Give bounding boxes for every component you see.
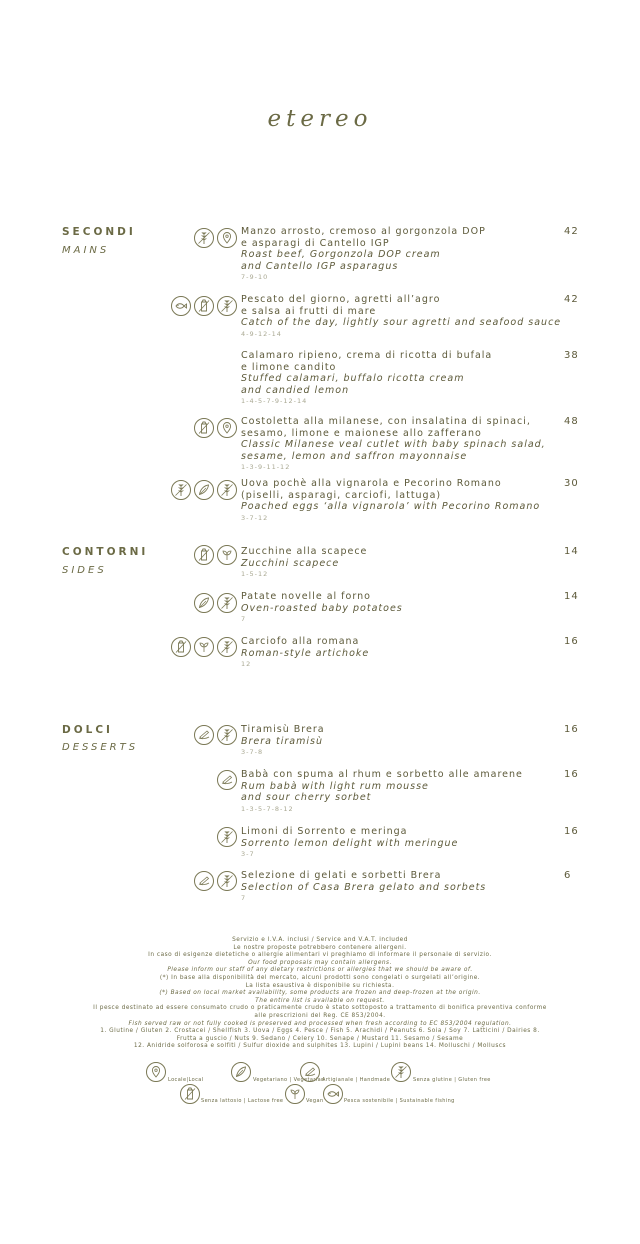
item-price: 42 xyxy=(564,226,579,237)
item-name-it: Carciofo alla romana xyxy=(241,636,360,647)
item-name-it: Manzo arrosto, cremoso al gorgonzola DOP e asparagi di Cantello IGP xyxy=(241,226,486,249)
vegan-icon xyxy=(217,545,237,565)
item-allergens: 7 xyxy=(241,894,247,902)
local-icon xyxy=(146,1062,166,1082)
item-name-en: Catch of the day, lightly sour agretti and seafood sauce xyxy=(241,317,562,328)
section-title-desserts: DOLCI xyxy=(62,724,113,736)
item-text xyxy=(241,416,571,471)
gluten-free-icon xyxy=(217,871,237,891)
artisanal-icon xyxy=(300,1062,320,1082)
item-allergens: 3-7-12 xyxy=(241,513,269,522)
item-icons xyxy=(171,480,240,500)
icon-legend-row-1 xyxy=(0,1062,640,1084)
item-name-en: Brera tiramisù xyxy=(241,735,323,747)
item-price: 38 xyxy=(564,350,579,361)
legend-label: Senza lattosio | Lactose free xyxy=(201,1098,284,1104)
item-allergens: 7-9-10 xyxy=(241,273,269,281)
item-text xyxy=(241,769,571,813)
item-name-en: Selection of Casa Brera gelato and sorbets xyxy=(241,881,487,893)
item-price: 48 xyxy=(564,416,579,427)
footer-line: Le nostre proposte potrebbero contenere allergeni. xyxy=(233,944,407,951)
footer-line: 1. Glutine / Gluten 2. Crostacei / Shellfish 3. Uova / Eggs 4. Pesce / Fish 5. Arachidi / Peanuts 6. Soia / Soy 7. Latticini / Dairies 8. xyxy=(100,1028,540,1035)
item-text xyxy=(241,591,571,623)
item-name-it: Zucchine alla scapece xyxy=(241,546,368,557)
vegan-icon xyxy=(285,1084,305,1104)
footer-line: Our food proposals may contain allergens. xyxy=(248,959,392,966)
gluten-free-icon xyxy=(217,725,237,745)
item-name-it: Calamaro ripieno, crema di ricotta di bufala e limone candito xyxy=(241,350,493,373)
item-name-en: Zucchini scapece xyxy=(241,557,340,569)
item-text xyxy=(241,870,571,902)
footer-line: Fish served raw or not fully cooked is preserved and processed when fresh according to EC 853/2004 regulation. xyxy=(128,1020,512,1027)
lactose-free-icon xyxy=(180,1084,200,1104)
vegetarian-icon xyxy=(194,593,214,613)
gluten-free-icon xyxy=(217,827,237,847)
artisanal-icon xyxy=(217,770,237,790)
footer-line: 12. Anidride solforosa e solfiti / Sulfur dioxide and sulphites 13. Lupini / Lupini beans 14. Molluschi / Molluscs xyxy=(133,1043,507,1050)
icon-legend-row-2 xyxy=(0,1084,640,1106)
item-name-it: Tiramisù Brera xyxy=(241,724,325,735)
item-icons xyxy=(194,545,240,565)
item-name-it: Costoletta alla milanese, con insalatina di spinaci, sesamo, limone e maionese allo zafferano xyxy=(241,416,531,439)
footer-line: alle prescrizioni del Reg. CE 853/2004. xyxy=(254,1012,386,1019)
item-price: 16 xyxy=(564,769,579,780)
gluten-free-icon xyxy=(217,637,237,657)
item-icons xyxy=(217,827,240,847)
item-name-en: Oven-roasted baby potatoes xyxy=(241,602,403,614)
footer-line: La lista esaustiva è disponibile su richiesta. xyxy=(245,982,395,989)
item-price: 14 xyxy=(564,591,579,602)
item-text xyxy=(241,478,571,522)
vegetarian-icon xyxy=(231,1062,251,1082)
item-allergens: 7 xyxy=(241,615,247,623)
item-price: 16 xyxy=(564,826,579,837)
item-allergens: 1-3-5-7-8-12 xyxy=(241,804,294,813)
legend-label: Locale|Local xyxy=(168,1077,204,1083)
lactose-free-icon xyxy=(194,296,214,316)
sustainable-fishing-icon xyxy=(171,296,191,316)
lactose-free-icon xyxy=(194,545,214,565)
item-allergens: 3-7 xyxy=(241,850,255,858)
item-price: 14 xyxy=(564,546,579,557)
item-name-en: Roast beef, Gorgonzola DOP cream and Cantello IGP asparagus xyxy=(241,249,441,272)
item-allergens: 3-7-8 xyxy=(241,748,264,756)
local-icon xyxy=(217,228,237,248)
item-icons xyxy=(194,228,240,248)
item-text xyxy=(241,826,571,858)
section-subtitle-sides: SIDES xyxy=(62,565,107,576)
footer-line: Il pesce destinato ad essere consumato crudo o praticamente crudo è stato sottoposto a trattamento di bonifica preventiva conforme xyxy=(93,1005,547,1012)
footer-notes xyxy=(0,937,640,1051)
item-name-it: Patate novelle al forno xyxy=(241,591,371,602)
item-price: 6 xyxy=(564,870,572,881)
footer-line: (*) In base alla disponibilità del mercato, alcuni prodotti sono congelati o surgelati all’origine. xyxy=(159,974,481,981)
vegetarian-icon xyxy=(194,480,214,500)
artisanal-icon xyxy=(194,725,214,745)
item-text xyxy=(241,636,571,668)
item-text xyxy=(241,226,571,281)
item-icons xyxy=(171,296,240,316)
item-text xyxy=(241,294,571,338)
gluten-free-icon xyxy=(391,1062,411,1082)
item-icons xyxy=(194,871,240,891)
item-text xyxy=(241,724,571,756)
footer-line: The entire list is available on request. xyxy=(255,997,385,1004)
legend-label: Artigianale | Handmade xyxy=(322,1077,391,1083)
item-name-it: Selezione di gelati e sorbetti Brera xyxy=(241,870,442,881)
item-allergens: 4-9-12-14 xyxy=(241,329,282,338)
item-allergens: 1-3-9-11-12 xyxy=(241,463,291,471)
item-name-en: Sorrento lemon delight with meringue xyxy=(241,837,459,849)
legend-label: Vegetariano | Vegetarian xyxy=(253,1077,325,1083)
item-name-en: Stuffed calamari, buffalo ricotta cream and candied lemon xyxy=(241,373,465,396)
local-icon xyxy=(217,418,237,438)
item-allergens: 1-5-12 xyxy=(241,570,269,578)
legend-label: Vegan xyxy=(306,1098,324,1104)
item-price: 42 xyxy=(564,294,579,305)
item-icons xyxy=(217,770,240,790)
vegan-icon xyxy=(194,637,214,657)
item-price: 30 xyxy=(564,478,579,489)
item-allergens: 12 xyxy=(241,660,252,668)
item-name-it: Babà con spuma al rhum e sorbetto alle amarene xyxy=(241,769,523,780)
footer-line: In caso di esigenze dietetiche o allergie alimentari vi preghiamo di informare il personale di servizio. xyxy=(148,952,492,959)
item-text xyxy=(241,546,571,578)
item-price: 16 xyxy=(564,636,579,647)
section-title-mains: SECONDI xyxy=(62,226,136,238)
section-title-sides: CONTORNI xyxy=(62,546,149,558)
item-icons xyxy=(194,418,240,438)
footer-line: Please inform our staff of any dietary restrictions or allergies that we should be aware of. xyxy=(167,967,473,974)
lactose-free-icon xyxy=(171,637,191,657)
artisanal-icon xyxy=(194,871,214,891)
item-name-en: Classic Milanese veal cutlet with baby spinach salad, sesame, lemon and saffron mayonnaise xyxy=(241,439,546,462)
gluten-free-icon xyxy=(217,480,237,500)
item-icons xyxy=(171,637,240,657)
item-text xyxy=(241,350,571,405)
legend-label: Senza glutine | Gluten free xyxy=(413,1077,491,1083)
gluten-free-icon xyxy=(171,480,191,500)
item-name-it: Pescato del giorno, agretti all’agro e salsa ai frutti di mare xyxy=(241,294,441,317)
item-name-en: Poached eggs ‘alla vignarola’ with Pecorino Romano xyxy=(241,501,541,512)
lactose-free-icon xyxy=(194,418,214,438)
gluten-free-icon xyxy=(217,296,237,316)
item-name-it: Uova pochè alla vignarola e Pecorino Romano (piselli, asparagi, carciofi, lattuga) xyxy=(241,478,502,501)
brand-logo: etereo xyxy=(267,106,373,132)
section-subtitle-desserts: DESSERTS xyxy=(62,742,139,753)
gluten-free-icon xyxy=(194,228,214,248)
sustainable-fishing-icon xyxy=(323,1084,343,1104)
item-price: 16 xyxy=(564,724,579,735)
legend-label: Pesca sostenibile | Sustainable fishing xyxy=(344,1098,455,1104)
item-icons xyxy=(194,725,240,745)
footer-line: (*) Based on local market availability, some products are frozen and deep-frozen at the origin. xyxy=(159,990,481,997)
item-name-it: Limoni di Sorrento e meringa xyxy=(241,826,408,837)
gluten-free-icon xyxy=(217,593,237,613)
item-name-en: Roman-style artichoke xyxy=(241,647,370,659)
footer-line: Servizio e I.V.A. inclusi / Service and V.A.T. included xyxy=(232,937,408,943)
item-allergens: 1-4-5-7-9-12-14 xyxy=(241,397,308,405)
footer-line: Frutta a guscio / Nuts 9. Sedano / Celery 10. Senape / Mustard 11. Sesamo / Sesame xyxy=(176,1035,464,1042)
section-subtitle-mains: MAINS xyxy=(62,245,110,256)
item-name-en: Rum babà with light rum mousse and sour cherry sorbet xyxy=(241,780,429,803)
item-icons xyxy=(194,593,240,613)
